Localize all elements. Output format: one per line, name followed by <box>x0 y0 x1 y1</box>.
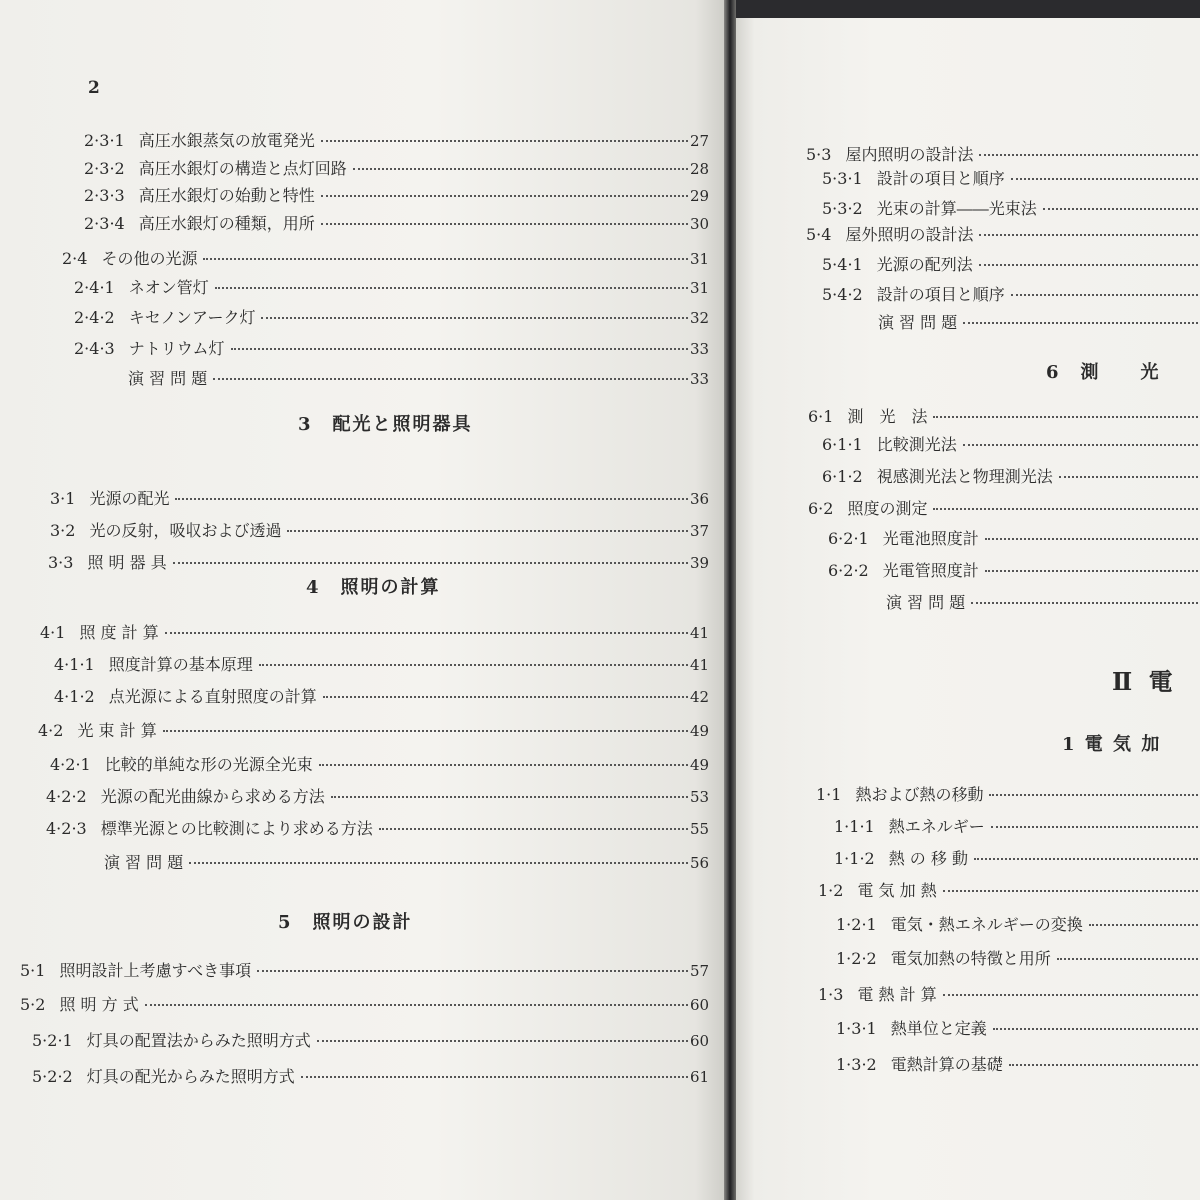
dot-leader <box>985 528 1198 540</box>
dot-leader <box>319 754 688 766</box>
section-title: 照 明 器 具 <box>87 553 167 572</box>
section-title: 灯具の配光からみた照明方式 <box>86 1067 295 1086</box>
chapter-heading: 1 電 気 加 <box>1062 734 1162 755</box>
section-title: 高圧水銀灯の種類，用所 <box>138 214 315 233</box>
toc-entry <box>84 211 712 235</box>
section-number: 1·3·1 <box>836 1019 877 1038</box>
section-title: 照度の測定 <box>847 499 928 518</box>
section-number: 1·2·2 <box>836 949 877 968</box>
toc-entry <box>808 404 1200 428</box>
dot-leader <box>321 185 688 197</box>
toc-entry <box>822 464 1200 488</box>
dot-leader <box>175 488 688 500</box>
toc-entry <box>806 142 1200 166</box>
section-number: 4·1·1 <box>54 655 95 674</box>
dot-leader <box>985 560 1198 572</box>
section-number: 4·2·1 <box>50 755 91 774</box>
chapter-heading: 3 配光と照明器具 <box>298 414 473 435</box>
page-ref: 53 <box>690 788 710 806</box>
section-number: 6·1·2 <box>822 467 863 486</box>
section-number: 1·2·1 <box>836 915 877 934</box>
toc-entry <box>32 1028 712 1052</box>
dot-leader <box>979 224 1198 236</box>
dot-leader <box>991 816 1198 828</box>
dot-leader <box>1011 284 1198 296</box>
dot-leader <box>301 1066 688 1078</box>
section-number: 6·2 <box>808 499 834 518</box>
page-ref: 57 <box>690 962 710 980</box>
dot-leader <box>933 498 1198 510</box>
toc-entry <box>822 252 1200 276</box>
dot-leader <box>971 592 1198 604</box>
toc-entry <box>46 784 712 808</box>
section-number: 5·4 <box>806 225 832 244</box>
dot-leader <box>943 984 1198 996</box>
section-title: ナトリウム灯 <box>128 339 225 358</box>
page-number: 2 <box>88 78 100 98</box>
toc-entry <box>38 718 712 742</box>
book-spine <box>724 0 736 1200</box>
dot-leader <box>231 338 688 350</box>
toc-entry <box>828 558 1200 582</box>
toc-entry <box>806 222 1200 246</box>
toc-entry <box>50 518 712 542</box>
toc-entry <box>74 305 712 329</box>
section-number: 4·2·2 <box>46 787 87 806</box>
dot-leader <box>379 818 688 830</box>
section-number: 5·4·2 <box>822 285 863 304</box>
section-number: 6·2·1 <box>828 529 869 548</box>
section-number: 5·3·2 <box>822 199 863 218</box>
section-number: 6·2·2 <box>828 561 869 580</box>
section-title: 光源の配列法 <box>876 255 973 274</box>
section-title: 設計の項目と順序 <box>876 285 1005 304</box>
dot-leader <box>323 686 688 698</box>
dot-leader <box>189 852 688 864</box>
section-title: キセノンアーク灯 <box>128 308 256 327</box>
dot-leader <box>974 848 1198 860</box>
section-title: 照度計算の基本原理 <box>108 655 253 674</box>
toc-entry <box>834 846 1200 870</box>
section-title: 灯具の配置法からみた照明方式 <box>86 1031 311 1050</box>
dot-leader <box>979 254 1198 266</box>
chapter-heading: 6 測 光 <box>1046 362 1161 383</box>
section-number: 5·1 <box>20 961 46 980</box>
section-number: 6·1·1 <box>822 435 863 454</box>
toc-entry <box>828 526 1200 550</box>
section-number: 4·2·3 <box>46 819 87 838</box>
toc-entry <box>878 310 1200 334</box>
dot-leader <box>1009 1054 1198 1066</box>
section-number: 2·3·3 <box>84 186 125 205</box>
dot-leader <box>287 520 688 532</box>
section-number: 2·4·3 <box>74 339 115 358</box>
toc-entry <box>836 1016 1200 1040</box>
section-number: 1·1·1 <box>834 817 875 836</box>
section-title: 標準光源との比較測により求める方法 <box>100 819 373 838</box>
section-number: 1·1·2 <box>834 849 875 868</box>
dot-leader <box>173 552 688 564</box>
section-title: その他の光源 <box>101 249 198 268</box>
section-number: 5·2·2 <box>32 1067 73 1086</box>
section-number: 1·3·2 <box>836 1055 877 1074</box>
toc-entry <box>48 550 712 574</box>
page-ref: 33 <box>690 370 710 388</box>
dot-leader <box>317 1030 688 1042</box>
section-title: 電 気 加 熱 <box>857 881 937 900</box>
toc-entry <box>20 958 712 982</box>
page-ref: 36 <box>690 490 710 508</box>
toc-entry <box>822 196 1200 220</box>
section-title: 光 束 計 算 <box>77 721 157 740</box>
section-number: 4·1·2 <box>54 687 95 706</box>
dot-leader <box>165 622 688 634</box>
section-title: 高圧水銀蒸気の放電発光 <box>138 131 315 150</box>
section-number: 6·1 <box>808 407 834 426</box>
page-ref: 27 <box>690 132 710 150</box>
page-ref: 56 <box>690 854 710 872</box>
section-number: 1·1 <box>816 785 842 804</box>
section-number: 1·2 <box>818 881 844 900</box>
section-number: 2·4·1 <box>74 278 115 297</box>
toc-entry <box>74 336 712 360</box>
part-heading: Ⅱ 電 <box>1112 667 1177 696</box>
section-title: 光電管照度計 <box>882 561 979 580</box>
section-title: 電気・熱エネルギーの変換 <box>890 915 1083 934</box>
section-number: 5·4·1 <box>822 255 863 274</box>
section-number: 5·2 <box>20 995 46 1014</box>
section-title: 高圧水銀灯の始動と特性 <box>138 186 315 205</box>
section-title: 比較測光法 <box>876 435 957 454</box>
page-ref: 49 <box>690 722 710 740</box>
dot-leader <box>259 654 688 666</box>
section-number: 2·3·2 <box>84 159 125 178</box>
section-title: 点光源による直射照度の計算 <box>108 687 317 706</box>
section-number: 4·2 <box>38 721 64 740</box>
toc-entry <box>836 912 1200 936</box>
dot-leader <box>145 994 688 1006</box>
section-title: 演 習 問 題 <box>128 369 208 388</box>
page-ref: 60 <box>690 996 710 1014</box>
section-number: 2·4·2 <box>74 308 115 327</box>
dot-leader <box>261 307 688 319</box>
section-title: 比較的単純な形の光源全光束 <box>104 755 313 774</box>
section-title: 光束の計算――光束法 <box>876 199 1037 218</box>
page-ref: 49 <box>690 756 710 774</box>
toc-entry <box>818 982 1200 1006</box>
section-number: 2·3·4 <box>84 214 125 233</box>
page-ref: 61 <box>690 1068 710 1086</box>
dot-leader <box>1011 168 1198 180</box>
section-number: 3·3 <box>48 553 74 572</box>
dot-leader <box>353 158 688 170</box>
section-title: 屋外照明の設計法 <box>845 225 974 244</box>
section-number: 3·1 <box>50 489 76 508</box>
section-title: 熱および熱の移動 <box>855 785 984 804</box>
section-title: 演 習 問 題 <box>104 853 184 872</box>
page-ref: 60 <box>690 1032 710 1050</box>
dot-leader <box>933 406 1198 418</box>
toc-entry <box>40 620 712 644</box>
dot-leader <box>163 720 688 732</box>
page-ref: 55 <box>690 820 710 838</box>
page-ref: 39 <box>690 554 710 572</box>
section-number: 4·1 <box>40 623 66 642</box>
dot-leader <box>943 880 1198 892</box>
page-ref: 37 <box>690 522 710 540</box>
section-number: 5·2·1 <box>32 1031 73 1050</box>
toc-entry <box>62 246 712 270</box>
section-title: 電 熱 計 算 <box>857 985 937 1004</box>
toc-entry <box>822 166 1200 190</box>
dot-leader <box>213 368 688 380</box>
section-title: 照明設計上考慮すべき事項 <box>59 961 252 980</box>
toc-entry <box>822 282 1200 306</box>
section-number: 5·3·1 <box>822 169 863 188</box>
dot-leader <box>1057 948 1198 960</box>
toc-entry <box>32 1064 712 1088</box>
page-ref: 28 <box>690 160 710 178</box>
dot-leader <box>993 1018 1198 1030</box>
page-ref: 41 <box>690 656 710 674</box>
section-number: 2·4 <box>62 249 88 268</box>
dot-leader <box>979 144 1198 156</box>
section-title: 熱単位と定義 <box>890 1019 987 1038</box>
section-title: 熱 の 移 動 <box>888 849 968 868</box>
toc-entry <box>20 992 712 1016</box>
page-ref: 33 <box>690 340 710 358</box>
toc-entry <box>822 432 1200 456</box>
section-title: 光源の配光曲線から求める方法 <box>100 787 325 806</box>
toc-entry <box>104 850 712 874</box>
section-title: 照 度 計 算 <box>79 623 159 642</box>
section-number: 1·3 <box>818 985 844 1004</box>
page-ref: 32 <box>690 309 710 327</box>
page-ref: 41 <box>690 624 710 642</box>
section-number: 3·2 <box>50 521 76 540</box>
toc-entry <box>84 183 712 207</box>
toc-entry <box>50 486 712 510</box>
dot-leader <box>321 130 688 142</box>
section-title: 測 光 法 <box>847 407 928 426</box>
dot-leader <box>989 784 1198 796</box>
dot-leader <box>963 312 1198 324</box>
section-title: 演 習 問 題 <box>886 593 966 612</box>
toc-entry <box>808 496 1200 520</box>
dot-leader <box>257 960 688 972</box>
dot-leader <box>215 277 688 289</box>
toc-entry <box>836 946 1200 970</box>
dot-leader <box>1043 198 1198 210</box>
page-ref: 31 <box>690 250 710 268</box>
dot-leader <box>1089 914 1198 926</box>
toc-entry <box>74 275 712 299</box>
dot-leader <box>203 248 688 260</box>
toc-entry <box>84 156 712 180</box>
right-page <box>736 18 1200 1200</box>
section-title: 光源の配光 <box>89 489 170 508</box>
toc-entry <box>54 652 712 676</box>
toc-entry <box>886 590 1200 614</box>
chapter-heading: 4 照明の計算 <box>306 577 441 598</box>
section-title: 電熱計算の基礎 <box>890 1055 1003 1074</box>
section-title: 視感測光法と物理測光法 <box>876 467 1053 486</box>
toc-entry <box>816 782 1200 806</box>
toc-entry <box>46 816 712 840</box>
section-title: 電気加熱の特徴と用所 <box>890 949 1051 968</box>
section-title: 熱エネルギー <box>888 817 985 836</box>
section-number: 2·3·1 <box>84 131 125 150</box>
page-ref: 42 <box>690 688 710 706</box>
dot-leader <box>321 213 688 225</box>
toc-entry <box>818 878 1200 902</box>
section-title: 光電池照度計 <box>882 529 979 548</box>
page-ref: 29 <box>690 187 710 205</box>
chapter-heading: 5 照明の設計 <box>278 912 413 933</box>
section-title: 照 明 方 式 <box>59 995 139 1014</box>
section-title: 演 習 問 題 <box>878 313 958 332</box>
dot-leader <box>963 434 1198 446</box>
page-ref: 31 <box>690 279 710 297</box>
toc-entry <box>84 128 712 152</box>
toc-entry <box>834 814 1200 838</box>
dot-leader <box>331 786 688 798</box>
toc-entry <box>128 366 712 390</box>
toc-entry <box>54 684 712 708</box>
section-title: 設計の項目と順序 <box>876 169 1005 188</box>
page-ref: 30 <box>690 215 710 233</box>
section-title: ネオン管灯 <box>128 278 209 297</box>
section-title: 光の反射，吸収および透過 <box>89 521 282 540</box>
dot-leader <box>1059 466 1198 478</box>
toc-entry <box>50 752 712 776</box>
section-title: 屋内照明の設計法 <box>845 145 974 164</box>
toc-entry <box>836 1052 1200 1076</box>
section-title: 高圧水銀灯の構造と点灯回路 <box>138 159 347 178</box>
section-number: 5·3 <box>806 145 832 164</box>
